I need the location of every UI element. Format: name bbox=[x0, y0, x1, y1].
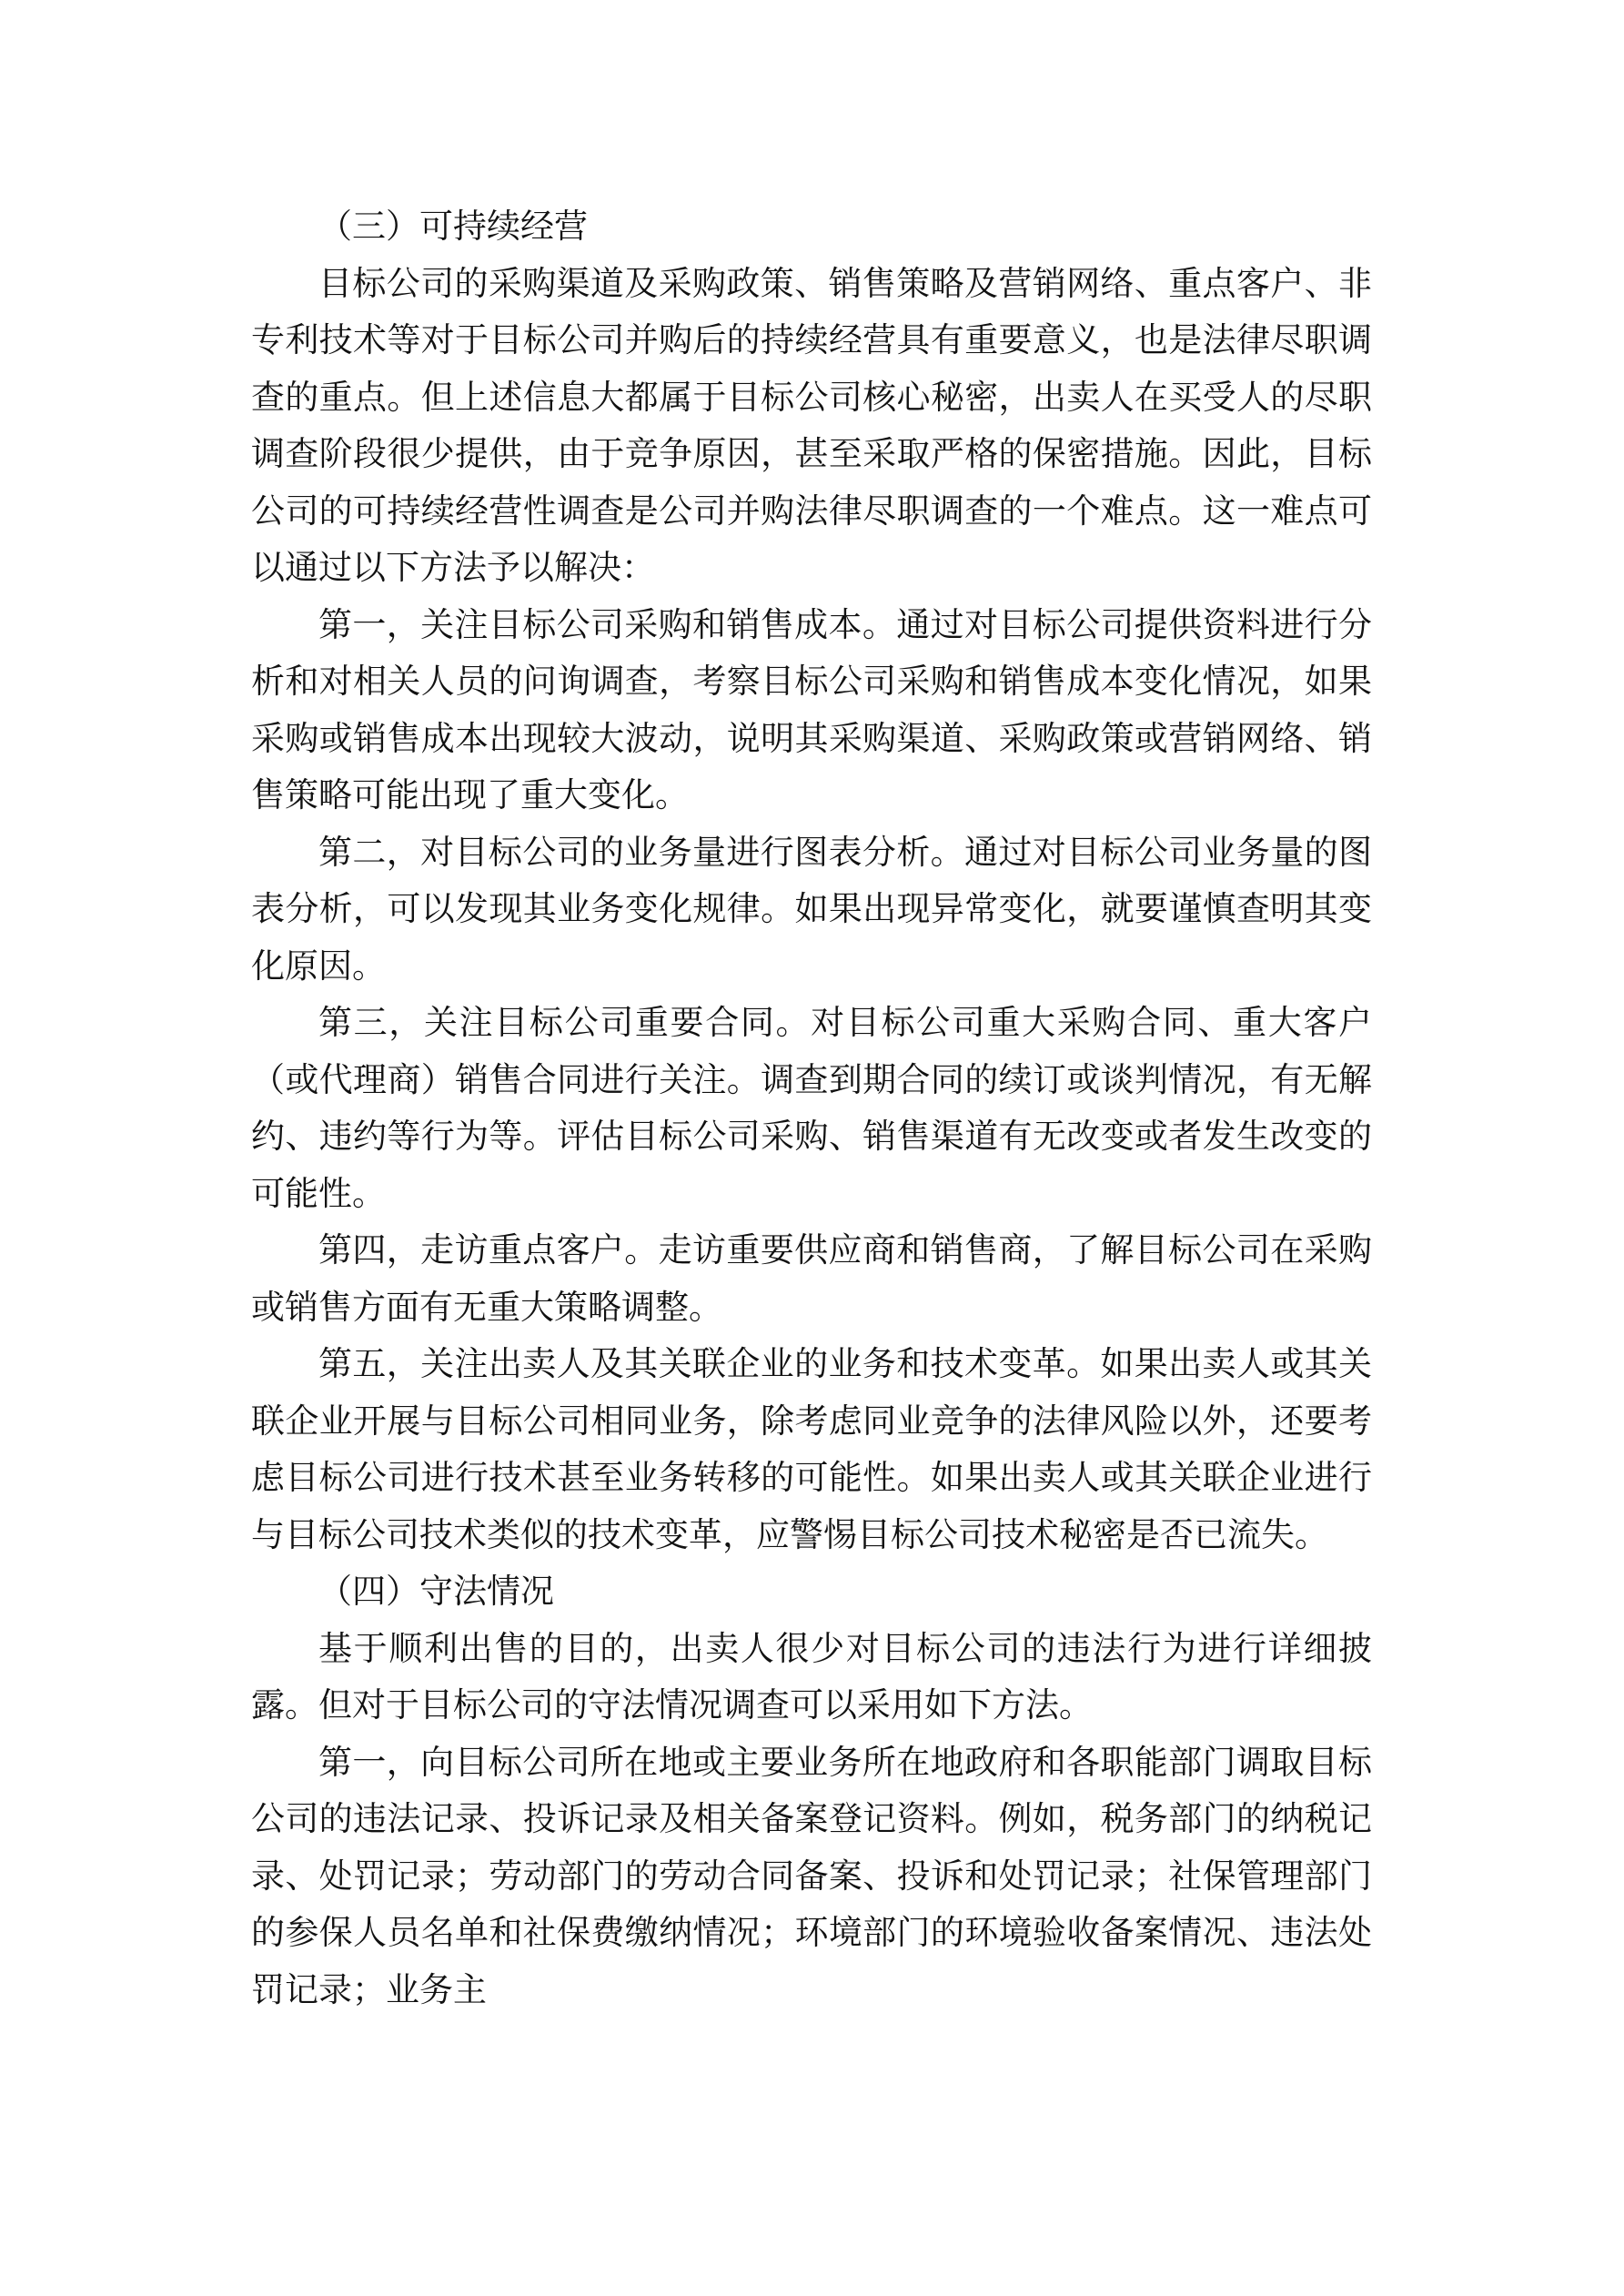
paragraph-intro-compliance: 基于顺利出售的目的，出卖人很少对目标公司的违法行为进行详细披露。但对于目标公司的守法情况调查可以采用如下方法。 bbox=[251, 1628, 1372, 1725]
section-heading-compliance: （四）守法情况 bbox=[318, 1572, 554, 1611]
paragraph-second-volume: 第二，对目标公司的业务量进行图表分析。通过对目标公司业务量的图表分析，可以发现其业务变化规律。如果出现异常变化，就要谨慎查明其变化原因。 bbox=[251, 832, 1372, 986]
section-heading-sustainable-operation: （三）可持续经营 bbox=[318, 207, 588, 246]
paragraph-third-contracts: 第三，关注目标公司重要合同。对目标公司重大采购合同、重大客户（或代理商）销售合同进行关注。调查到期合同的续订或谈判情况，有无解约、违约等行为等。评估目标公司采购、销售渠道有无改变或者发生改变的可能性。 bbox=[251, 1003, 1372, 1213]
paragraph-fifth-affiliates: 第五，关注出卖人及其关联企业的业务和技术变革。如果出卖人或其关联企业开展与目标公司相同业务，除考虑同业竞争的法律风险以外，还要考虑目标公司进行技术甚至业务转移的可能性。如果出卖人或其关联企业进行与目标公司技术类似的技术变革，应警惕目标公司技术秘密是否已流失。 bbox=[251, 1344, 1372, 1554]
document-body bbox=[251, 198, 1372, 2018]
paragraph-first-cost: 第一，关注目标公司采购和销售成本。通过对目标公司提供资料进行分析和对相关人员的问询调查，考察目标公司采购和销售成本变化情况，如果采购或销售成本出现较大波动，说明其采购渠道、采购政策或营销网络、销售策略可能出现了重大变化。 bbox=[251, 604, 1372, 814]
paragraph-fourth-visits: 第四，走访重点客户。走访重要供应商和销售商，了解目标公司在采购或销售方面有无重大策略调整。 bbox=[251, 1230, 1372, 1327]
paragraph-intro-sustainable: 目标公司的采购渠道及采购政策、销售策略及营销网络、重点客户、非专利技术等对于目标公司并购后的持续经营具有重要意义，也是法律尽职调查的重点。但上述信息大都属于目标公司核心秘密，出卖人在买受人的尽职调查阶段很少提供，由于竞争原因，甚至采取严格的保密措施。因此，目标公司的可持续经营性调查是公司并购法律尽职调查的一个难点。这一难点可以通过以下方法予以解决： bbox=[251, 263, 1372, 587]
paragraph-first-records: 第一，向目标公司所在地或主要业务所在地政府和各职能部门调取目标公司的违法记录、投诉记录及相关备案登记资料。例如，税务部门的纳税记录、处罚记录；劳动部门的劳动合同备案、投诉和处罚记录；社保管理部门的参保人员名单和社保费缴纳情况；环境部门的环境验收备案情况、违法处罚记录；业务主 bbox=[251, 1742, 1372, 2009]
